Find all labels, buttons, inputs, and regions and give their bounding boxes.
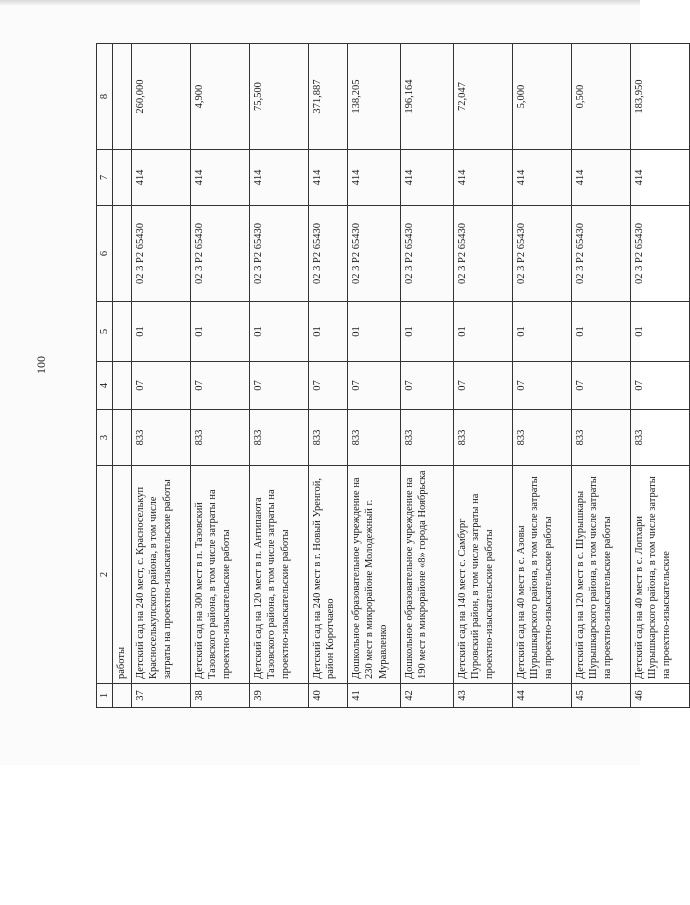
row-number: 46 — [630, 684, 689, 708]
expense-type-code: 414 — [630, 150, 689, 206]
target-article-code: 02 3 P2 65430 — [249, 206, 308, 302]
ministry-code: 833 — [131, 410, 190, 466]
budget-table — [96, 43, 690, 708]
header-row — [97, 44, 113, 708]
target-article-code: 02 3 P2 65430 — [347, 206, 400, 302]
amount: 138,205 — [347, 44, 400, 150]
section-code: 07 — [347, 362, 400, 410]
object-name: Детский сад на 40 мест в с. Азовы Шурышкарского района, в том числе затраты на проектно-изыскательские работы — [512, 466, 571, 684]
ministry-code: 833 — [347, 410, 400, 466]
row-number: 45 — [571, 684, 630, 708]
row-number: 37 — [131, 684, 190, 708]
table-row — [131, 44, 190, 708]
target-article-code: 02 3 P2 65430 — [190, 206, 249, 302]
object-name: Детский сад на 120 мест в с. Шурышкары Шурышкарского района, в том числе затраты на проектно-изыскательские работы — [571, 466, 630, 684]
expense-type-code: 414 — [347, 150, 400, 206]
target-article-code: 02 3 P2 65430 — [131, 206, 190, 302]
object-name: Детский сад на 120 мест в п. Антипаюта Тазовского района, в том числе затраты на проектно-изыскательские работы — [249, 466, 308, 684]
table-cell — [113, 410, 131, 466]
target-article-code: 02 3 P2 65430 — [453, 206, 512, 302]
column-header: 8 — [97, 44, 113, 150]
section-code: 07 — [630, 362, 689, 410]
amount: 196,164 — [400, 44, 453, 150]
column-header: 7 — [97, 150, 113, 206]
expense-type-code: 414 — [249, 150, 308, 206]
continuation-text: работы — [113, 466, 131, 684]
object-name: Детский сад на 140 мест с. Самбург Пуровский район, в том числе затраты на проектно-изыскательские работы — [453, 466, 512, 684]
continuation-row — [113, 44, 131, 708]
target-article-code: 02 3 P2 65430 — [630, 206, 689, 302]
rotated-table-wrapper — [96, 44, 672, 708]
table-row — [190, 44, 249, 708]
table-cell — [113, 362, 131, 410]
subsection-code: 01 — [131, 302, 190, 362]
column-header: 2 — [97, 466, 113, 684]
target-article-code: 02 3 P2 65430 — [308, 206, 347, 302]
subsection-code: 01 — [512, 302, 571, 362]
table-cell — [113, 302, 131, 362]
table-body — [113, 44, 689, 708]
column-header: 5 — [97, 302, 113, 362]
table-row — [512, 44, 571, 708]
row-number: 41 — [347, 684, 400, 708]
expense-type-code: 414 — [190, 150, 249, 206]
ministry-code: 833 — [453, 410, 512, 466]
row-number: 42 — [400, 684, 453, 708]
ministry-code: 833 — [249, 410, 308, 466]
ministry-code: 833 — [308, 410, 347, 466]
table-cell — [113, 150, 131, 206]
row-number: 38 — [190, 684, 249, 708]
subsection-code: 01 — [630, 302, 689, 362]
ministry-code: 833 — [512, 410, 571, 466]
amount: 371,887 — [308, 44, 347, 150]
table-row — [347, 44, 400, 708]
row-number: 39 — [249, 684, 308, 708]
target-article-code: 02 3 P2 65430 — [512, 206, 571, 302]
table-cell — [113, 206, 131, 302]
column-header: 4 — [97, 362, 113, 410]
section-code: 07 — [131, 362, 190, 410]
amount: 183,950 — [630, 44, 689, 150]
expense-type-code: 414 — [453, 150, 512, 206]
column-header: 6 — [97, 206, 113, 302]
expense-type-code: 414 — [308, 150, 347, 206]
expense-type-code: 414 — [571, 150, 630, 206]
section-code: 07 — [512, 362, 571, 410]
subsection-code: 01 — [190, 302, 249, 362]
section-code: 07 — [571, 362, 630, 410]
scan-edge-shadow — [0, 0, 640, 6]
ministry-code: 833 — [630, 410, 689, 466]
section-code: 07 — [400, 362, 453, 410]
amount: 260,000 — [131, 44, 190, 150]
table-cell — [113, 684, 131, 708]
section-code: 07 — [190, 362, 249, 410]
target-article-code: 02 3 P2 65430 — [571, 206, 630, 302]
subsection-code: 01 — [347, 302, 400, 362]
section-code: 07 — [453, 362, 512, 410]
expense-type-code: 414 — [512, 150, 571, 206]
table-row — [249, 44, 308, 708]
subsection-code: 01 — [571, 302, 630, 362]
amount: 0,500 — [571, 44, 630, 150]
subsection-code: 01 — [308, 302, 347, 362]
object-name: Детский сад на 40 мест в с. Лопхари Шурышкарского района, в том числе затраты на проектно-изыскательские — [630, 466, 689, 684]
amount: 75,500 — [249, 44, 308, 150]
object-name: Детский сад на 240 мест, с. Красноселькуп Красноселькупского района, в том числе затраты на проектно-изыскательские работы — [131, 466, 190, 684]
section-code: 07 — [308, 362, 347, 410]
subsection-code: 01 — [249, 302, 308, 362]
table-row — [630, 44, 689, 708]
object-name: Дошкольное образовательное учреждение на 230 мест в микрорайоне Молодежный г. Муравленко — [347, 466, 400, 684]
section-code: 07 — [249, 362, 308, 410]
table-row — [400, 44, 453, 708]
object-name: Детский сад на 300 мест в п. Тазовский Тазовского района, в том числе затраты на проектно-изыскательские работы — [190, 466, 249, 684]
table-row — [308, 44, 347, 708]
object-name: Детский сад на 240 мест в г. Новый Уренгой, район Коротчаево — [308, 466, 347, 684]
page-number: 100 — [34, 356, 48, 374]
row-number: 44 — [512, 684, 571, 708]
table-row — [453, 44, 512, 708]
amount: 5,000 — [512, 44, 571, 150]
row-number: 43 — [453, 684, 512, 708]
subsection-code: 01 — [453, 302, 512, 362]
target-article-code: 02 3 P2 65430 — [400, 206, 453, 302]
ministry-code: 833 — [571, 410, 630, 466]
column-header: 3 — [97, 410, 113, 466]
subsection-code: 01 — [400, 302, 453, 362]
amount: 4,900 — [190, 44, 249, 150]
table-cell — [113, 44, 131, 150]
ministry-code: 833 — [400, 410, 453, 466]
table-row — [571, 44, 630, 708]
row-number: 40 — [308, 684, 347, 708]
column-header: 1 — [97, 684, 113, 708]
expense-type-code: 414 — [400, 150, 453, 206]
amount: 72,047 — [453, 44, 512, 150]
expense-type-code: 414 — [131, 150, 190, 206]
object-name: Дошкольное образовательное учреждение на 190 мест в микрорайоне «8» города Ноябрьска — [400, 466, 453, 684]
ministry-code: 833 — [190, 410, 249, 466]
